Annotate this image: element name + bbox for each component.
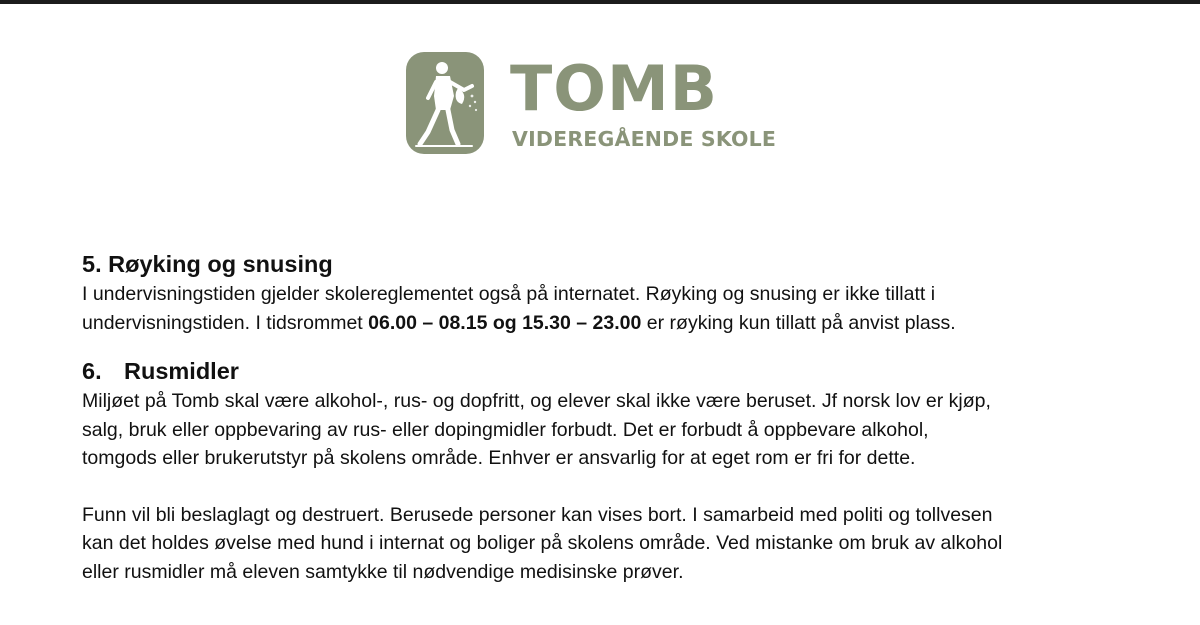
section-6-p2-line-1: Funn vil bli beslaglagt og destruert. Berusede personer kan vises bort. I samarbeid med politi og tollvesen [82, 503, 993, 526]
section-6-p2-line-2: kan det holdes øvelse med hund i internat og boliger på skolens område. Ved mistanke om bruk av alkohol [82, 532, 1003, 554]
document-body [82, 248, 1182, 586]
section-5-title: Røyking og snusing [108, 251, 333, 277]
section-5-line-1: I undervisningstiden gjelder skolereglementet også på internatet. Røyking og snusing er ikke tillatt i [82, 283, 936, 305]
section-6-heading [82, 355, 1182, 387]
section-5-heading [82, 248, 1182, 280]
section-5-number: 5. [82, 251, 102, 277]
section-5-paragraph [82, 280, 1182, 337]
section-6-number: 6. [82, 358, 102, 384]
section-5-line-2-post: er røyking kun tillatt på anvist plass. [641, 311, 956, 334]
section-5-line-2 [82, 309, 1182, 338]
section-5-smoking-hours: 06.00 – 08.15 og 15.30 – 23.00 [368, 311, 642, 334]
logo-school-subtitle: VIDEREGÅENDE SKOLE [512, 127, 777, 151]
sower-figure-icon [406, 52, 484, 154]
section-6-p1-line-1: Miljøet på Tomb skal være alkohol-, rus- og dopfritt, og elever skal ikke være beruset. Jf norsk lov er kjøp, [82, 390, 991, 412]
school-logo [406, 52, 777, 156]
top-border [0, 0, 1200, 4]
logo-school-name: TOMB [510, 52, 718, 125]
section-6-p1-line-2: salg, bruk eller oppbevaring av rus- eller dopingmidler forbudt. Det er forbudt å oppbevare alkohol, [82, 418, 929, 441]
section-6-p1-line-3: tomgods eller brukerutstyr på skolens område. Enhver er ansvarlig for at eget rom er fri for dette. [82, 447, 916, 469]
section-6-p2-line-3: eller rusmidler må eleven samtykke til nødvendige medisinske prøver. [82, 560, 684, 583]
section-5-line-2-pre: undervisningstiden. I tidsrommet [82, 311, 369, 334]
section-6-paragraph-1 [82, 387, 1182, 473]
section-6-paragraph-2 [82, 501, 1182, 587]
section-6-title: Rusmidler [124, 358, 239, 384]
